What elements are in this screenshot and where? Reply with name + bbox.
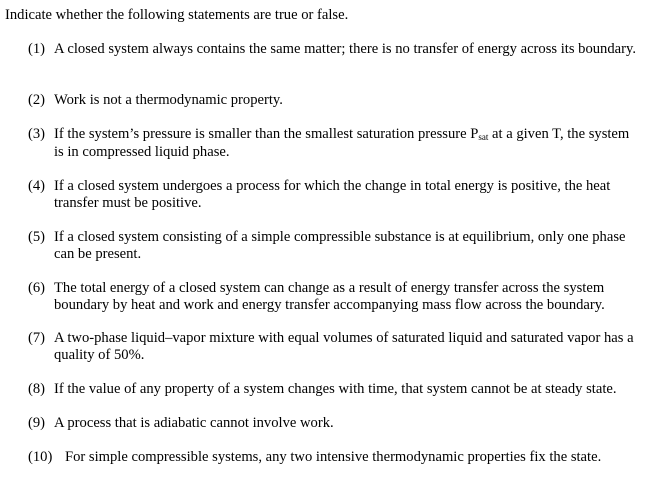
statement-text: A process that is adiabatic cannot involve work. [54,415,334,431]
statement-number: (9) [28,415,46,431]
statement-number: (5) [28,229,46,245]
statement-9 [28,415,640,432]
statement-5 [28,229,640,263]
statement-text: The total energy of a closed system can change as a result of energy transfer across the system boundary by heat and work and energy transfer accompanying mass flow across the boundary. [54,280,605,313]
statement-text [54,126,640,161]
statement-number: (2) [28,92,46,108]
statement-6 [28,280,640,314]
statement-text-before: If the system’s pressure is smaller than the smallest saturation pressure P [54,126,479,142]
statement-number: (10) [28,449,53,465]
statement-text: For simple compressible systems, any two intensive thermodynamic properties fix the state. [65,449,602,465]
statement-text: If a closed system consisting of a simple compressible substance is at equilibrium, only one phase can be present. [54,229,626,262]
statement-4 [28,178,640,212]
statement-number: (3) [28,126,46,142]
statement-text-after: at a given T, the system is in compressed liquid phase. [54,126,630,160]
statement-text: A two-phase liquid–vapor mixture with equal volumes of saturated liquid and saturated vapor has a quality of 50%. [54,330,634,363]
statement-1 [28,41,640,58]
statement-number: (1) [28,41,46,57]
statement-10 [28,449,640,466]
statement-text: A closed system always contains the same matter; there is no transfer of energy across its boundary. [54,41,636,57]
statement-text: If a closed system undergoes a process for which the change in total energy is positive, the heat transfer must be positive. [54,178,611,211]
statement-number: (7) [28,330,46,346]
statement-7 [28,330,640,364]
statement-8 [28,381,640,398]
statement-text: Work is not a thermodynamic property. [54,92,283,108]
statement-number: (8) [28,381,46,397]
instruction-text: Indicate whether the following statements are true or false. [5,7,349,23]
statement-3 [28,126,640,161]
statement-number: (6) [28,280,46,296]
statement-number: (4) [28,178,46,194]
statement-2 [28,92,640,109]
statement-text: If the value of any property of a system changes with time, that system cannot be at steady state. [54,381,617,397]
saturation-subscript: sat [478,132,489,142]
